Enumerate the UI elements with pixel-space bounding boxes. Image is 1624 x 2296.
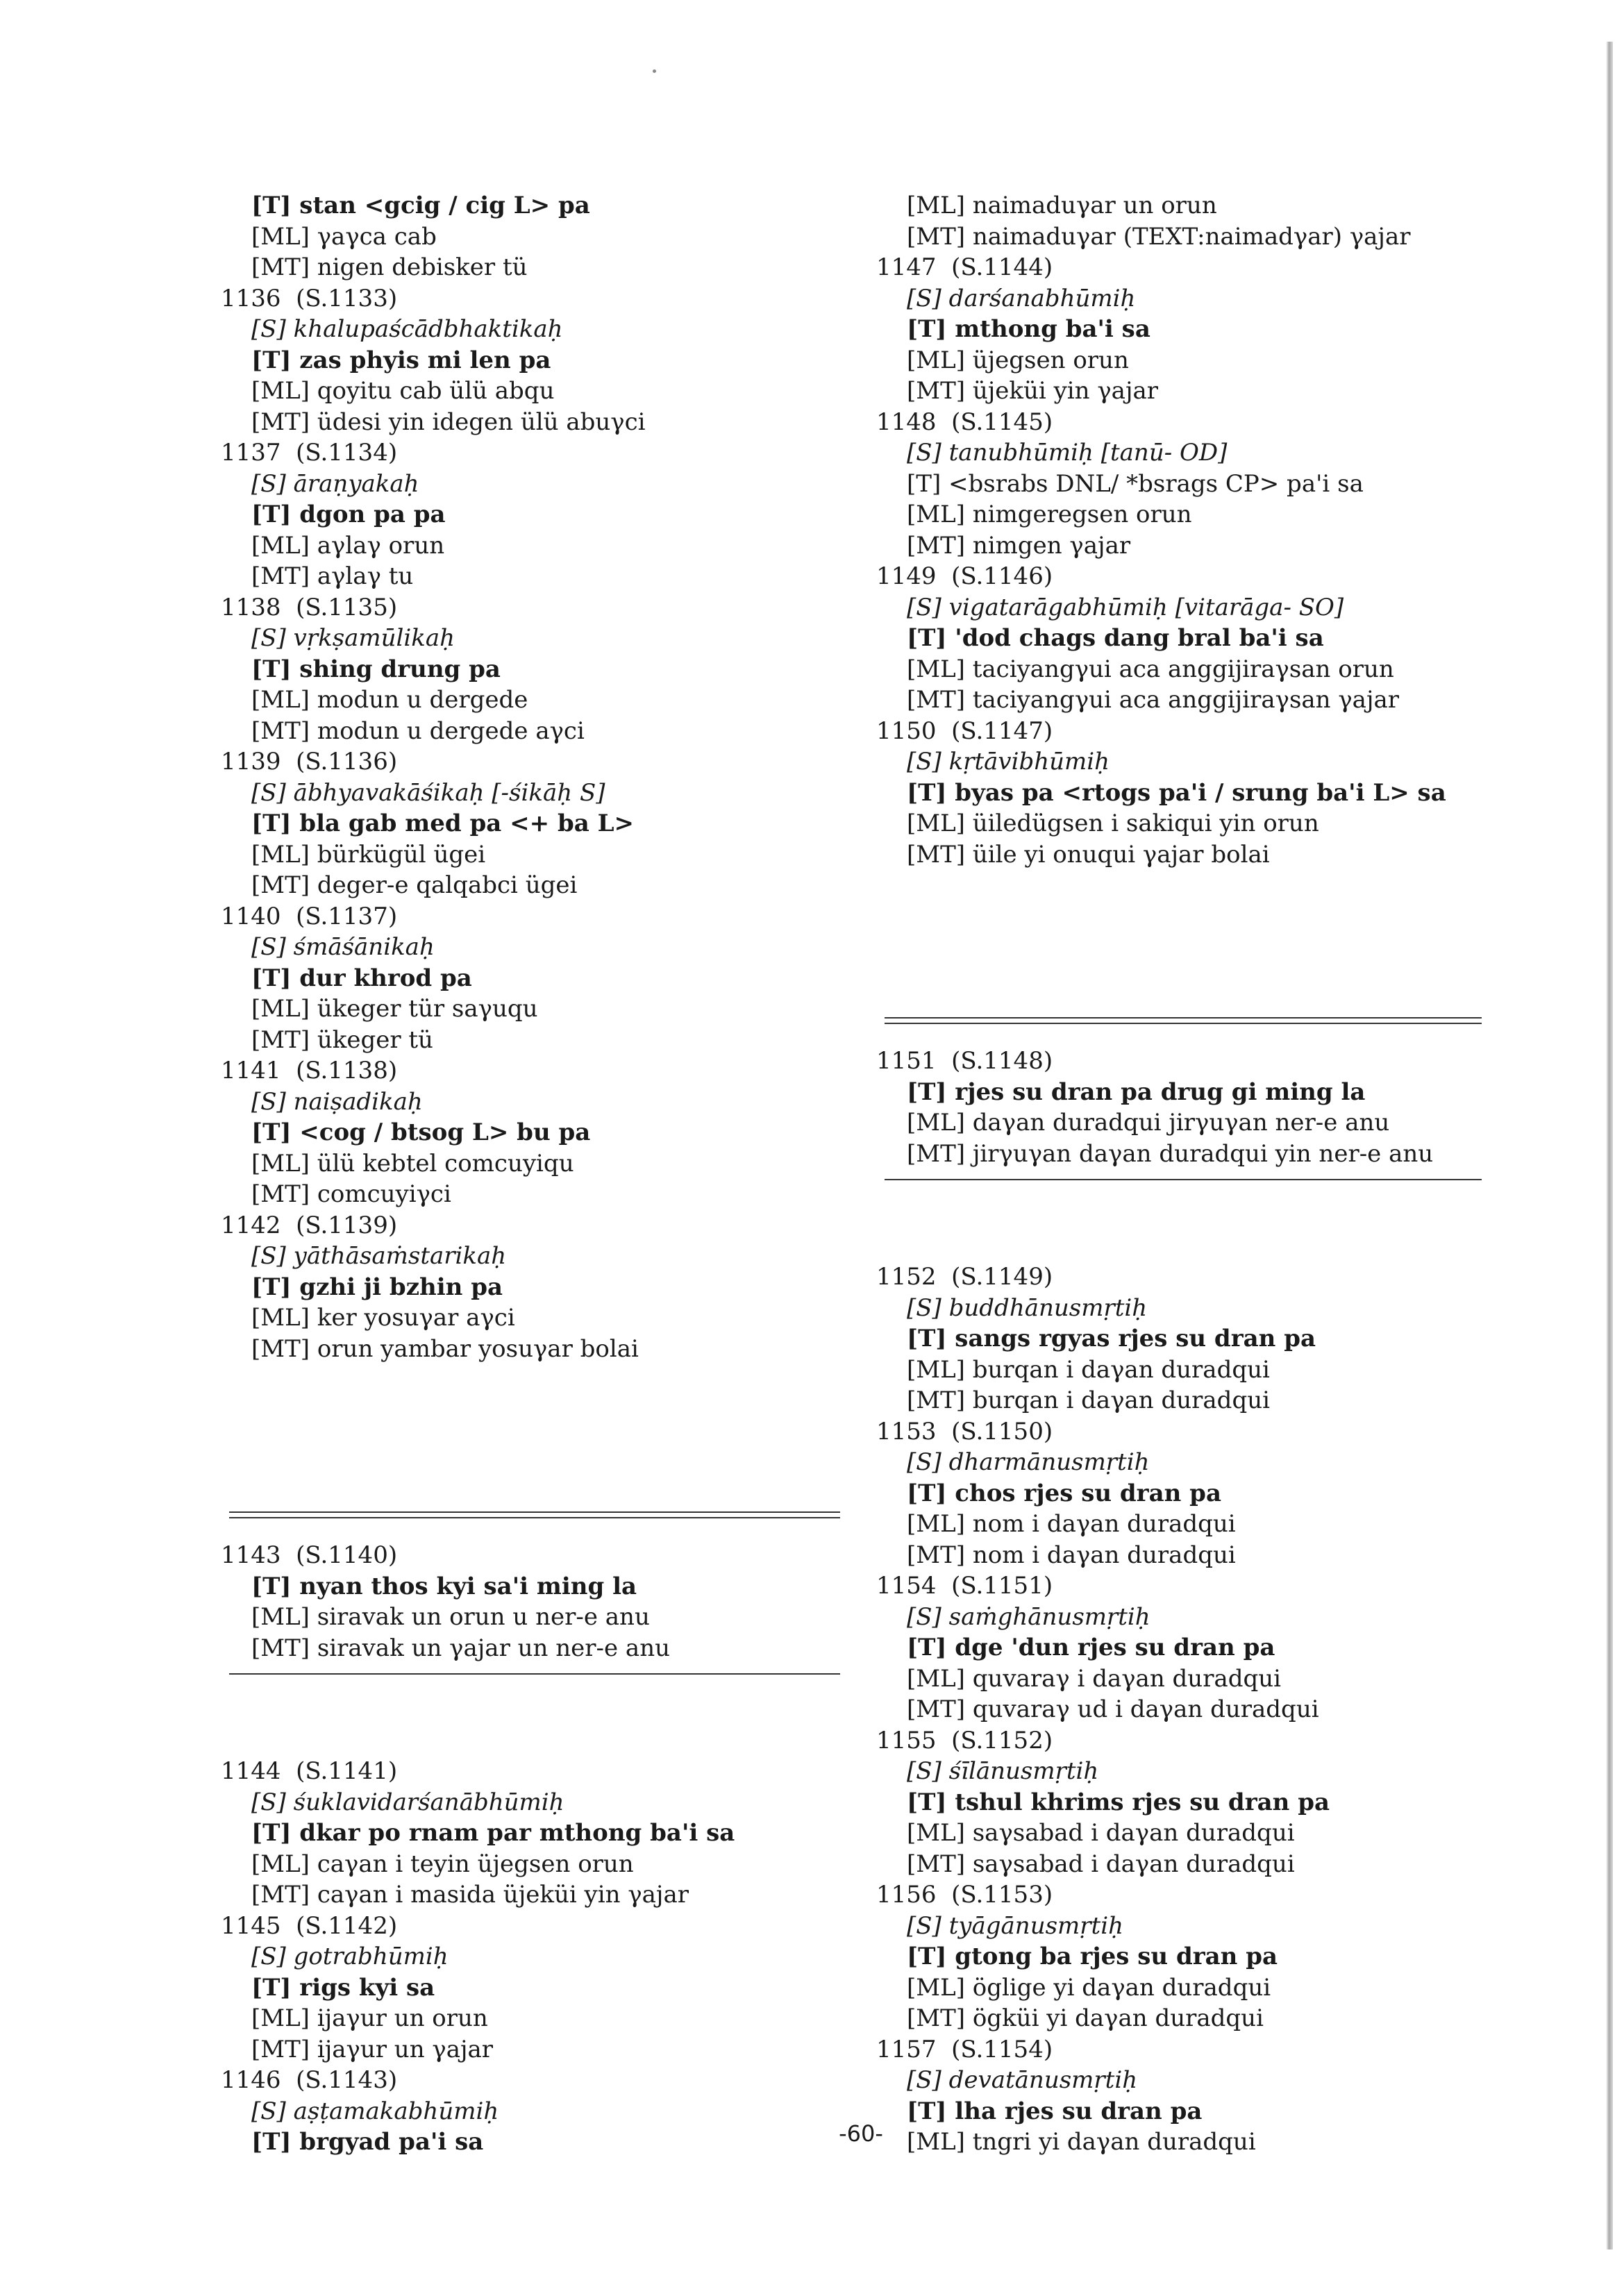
entry-line: [S] naiṣadikaḥ bbox=[251, 1087, 423, 1116]
entry-line: [ML] taciyangγui aca anggijiraγsan orun bbox=[907, 655, 1394, 683]
entry-number: 1140 (S.1137) bbox=[221, 902, 398, 930]
entry-number: 1150 (S.1147) bbox=[876, 717, 1053, 745]
entry-line: [T] byas pa <rtogs pa'i / srung ba'i L> sa bbox=[907, 778, 1446, 807]
entry-line: [ML] modun u dergede bbox=[251, 686, 528, 714]
spacer bbox=[221, 1694, 846, 1756]
spacer bbox=[876, 1200, 1487, 1262]
entry-line: [ML] tngri yi daγan duradqui bbox=[907, 2128, 1256, 2156]
entry-line: [T] dkar po rnam par mthong ba'i sa bbox=[251, 1819, 735, 1847]
entry-line: [ML] burqan i daγan duradqui bbox=[907, 1355, 1270, 1384]
entry-line: [ML] aγlaγ orun bbox=[251, 531, 445, 560]
section-double-rule bbox=[221, 1488, 846, 1540]
entry-number: 1147 (S.1144) bbox=[876, 253, 1053, 281]
entry-line: [S] vigatarāgabhūmiḥ [vitarāga- SO] bbox=[907, 593, 1344, 621]
entry-line: [ML] naimaduγar un orun bbox=[907, 192, 1217, 219]
spacer bbox=[221, 1426, 846, 1488]
entry-line: [T] gzhi ji bzhin pa bbox=[251, 1273, 503, 1301]
section-rule bbox=[876, 1169, 1487, 1200]
entry-line: [S] vṛkṣamūlikaḥ bbox=[251, 624, 455, 652]
entry-line: [T] chos rjes su dran pa bbox=[907, 1479, 1221, 1507]
entry-line: [ML] nom i daγan duradqui bbox=[907, 1510, 1236, 1538]
left-column bbox=[221, 190, 846, 2158]
section-double-rule bbox=[876, 994, 1487, 1046]
entry-number: 1143 (S.1140) bbox=[221, 1541, 398, 1569]
scan-edge-shadow bbox=[1606, 42, 1613, 2249]
entry-line: [S] yāthāsaṁstarikaḥ bbox=[251, 1242, 507, 1270]
entry-number: 1152 (S.1149) bbox=[876, 1263, 1053, 1291]
entry-line: [MT] nigen debisker tü bbox=[251, 253, 528, 281]
entry-line: [T] lha rjes su dran pa bbox=[907, 2097, 1203, 2125]
entry-line: [T] sangs rgyas rjes su dran pa bbox=[907, 1325, 1316, 1352]
page-number: -60- bbox=[839, 2120, 883, 2147]
entry-number: 1151 (S.1148) bbox=[876, 1047, 1053, 1075]
entry-line: [T] shing drung pa bbox=[251, 655, 501, 683]
entry-line: [MT] saγsabad i daγan duradqui bbox=[907, 1850, 1295, 1878]
entry-line: [T] rjes su dran pa drug gi ming la bbox=[907, 1078, 1366, 1106]
entry-line: [ML] ükeger tür saγuqu bbox=[251, 995, 538, 1023]
entry-line: [T] dur khrod pa bbox=[251, 964, 472, 992]
entry-line: [S] darśanabhūmiḥ bbox=[907, 284, 1136, 312]
entry-number: 1153 (S.1150) bbox=[876, 1417, 1053, 1446]
entry-number: 1155 (S.1152) bbox=[876, 1726, 1053, 1754]
entry-line: [S] ābhyavakāśikaḥ [-śikāḥ S] bbox=[251, 778, 605, 807]
entry-line: [MT] modun u dergede aγci bbox=[251, 717, 585, 745]
entry-line: [MT] nom i daγan duradqui bbox=[907, 1541, 1236, 1569]
entry-line: [T] <cog / btsog L> bu pa bbox=[251, 1118, 591, 1146]
entry-number: 1146 (S.1143) bbox=[221, 2066, 398, 2094]
entry-line: [MT] siravak un γajar un ner-e anu bbox=[251, 1634, 670, 1662]
entry-number: 1144 (S.1141) bbox=[221, 1757, 398, 1785]
entry-line: [MT] üile yi onuqui γajar bolai bbox=[907, 840, 1270, 869]
entry-line: [ML] qoyitu cab ülü abqu bbox=[251, 377, 555, 405]
entry-number: 1154 (S.1151) bbox=[876, 1572, 1053, 1600]
entry-line: [S] buddhānusmṛtiḥ bbox=[907, 1293, 1148, 1322]
entry-line: [S] śīlānusmṛtiḥ bbox=[907, 1757, 1099, 1785]
entry-line: [T] bla gab med pa <+ ba L> bbox=[251, 810, 634, 837]
entry-line: [MT] aγlaγ tu bbox=[251, 562, 414, 590]
entry-line: [T] rigs kyi sa bbox=[251, 1973, 435, 2002]
entry-line: [ML] bürkügül ügei bbox=[251, 840, 486, 869]
entry-line: [ML] öglige yi daγan duradqui bbox=[907, 1973, 1271, 2002]
entry-number: 1156 (S.1153) bbox=[876, 1881, 1053, 1909]
entry-line: [T] dge 'dun rjes su dran pa bbox=[907, 1634, 1275, 1661]
entry-line: [ML] ijaγur un orun bbox=[251, 2004, 488, 2032]
entry-line: [ML] caγan i teyin üjegsen orun bbox=[251, 1850, 634, 1878]
entry-line: [T] zas phyis mi len pa bbox=[251, 346, 551, 374]
entry-line: [ML] ülü kebtel comcuyiqu bbox=[251, 1149, 574, 1178]
entry-line: [S] devatānusmṛtiḥ bbox=[907, 2066, 1138, 2094]
entry-line: [ML] üjegsen orun bbox=[907, 346, 1129, 374]
entry-number: 1157 (S.1154) bbox=[876, 2035, 1053, 2063]
entry-number: 1139 (S.1136) bbox=[221, 748, 398, 776]
entry-line: [S] dharmānusmṛtiḥ bbox=[907, 1448, 1150, 1476]
entry-line: [MT] caγan i masida üjeküi yin γajar bbox=[251, 1881, 689, 1909]
scan-dot-mark bbox=[653, 69, 656, 73]
entry-line: [ML] nimgeregsen orun bbox=[907, 501, 1192, 528]
entry-line: [S] kṛtāvibhūmiḥ bbox=[907, 748, 1110, 776]
entry-line: [MT] naimaduγar (TEXT:naimadγar) γajar bbox=[907, 222, 1411, 251]
entry-line: [S] tyāgānusmṛtiḥ bbox=[907, 1911, 1123, 1940]
entry-number: 1142 (S.1139) bbox=[221, 1211, 398, 1239]
entry-line: [T] mthong ba'i sa bbox=[907, 315, 1150, 343]
entry-line: [MT] deger-e qalqabci ügei bbox=[251, 871, 578, 899]
entry-line: [S] khalupaścādbhaktikaḥ bbox=[251, 315, 563, 343]
entry-line: [MT] quvaraγ ud i daγan duradqui bbox=[907, 1695, 1319, 1723]
entry-line: [S] aṣṭamakabhūmiḥ bbox=[251, 2097, 499, 2125]
entry-line: [T] stan <gcig / cig L> pa bbox=[251, 192, 590, 219]
entry-line: [MT] ijaγur un γajar bbox=[251, 2035, 494, 2063]
entry-number: 1145 (S.1142) bbox=[221, 1911, 398, 1940]
entry-line: [T] <bsrabs DNL/ *bsrags CP> pa'i sa bbox=[907, 469, 1364, 498]
entry-line: [ML] siravak un orun u ner-e anu bbox=[251, 1603, 650, 1631]
entry-line: [MT] burqan i daγan duradqui bbox=[907, 1386, 1270, 1414]
entry-line: [T] gtong ba rjes su dran pa bbox=[907, 1943, 1278, 1970]
entry-line: [S] tanubhūmiḥ [tanū- OD] bbox=[907, 439, 1228, 467]
entry-line: [ML] ker yosuγar aγci bbox=[251, 1304, 515, 1332]
entry-number: 1149 (S.1146) bbox=[876, 562, 1053, 590]
entry-line: [S] āraṇyakaḥ bbox=[251, 469, 419, 498]
entry-line: [ML] daγan duradqui jirγuγan ner-e anu bbox=[907, 1109, 1390, 1137]
entry-line: [MT] üjeküi yin γajar bbox=[907, 377, 1159, 405]
entry-number: 1141 (S.1138) bbox=[221, 1057, 398, 1084]
spacer bbox=[876, 932, 1487, 994]
entry-line: [MT] ögküi yi daγan duradqui bbox=[907, 2004, 1264, 2032]
entry-line: [MT] taciyangγui aca anggijiraγsan γajar bbox=[907, 686, 1400, 714]
entry-line: [T] nyan thos kyi sa'i ming la bbox=[251, 1572, 637, 1600]
entry-number: 1137 (S.1134) bbox=[221, 439, 398, 467]
entry-line: [T] dgon pa pa bbox=[251, 501, 446, 528]
entry-line: [MT] comcuyiγci bbox=[251, 1180, 451, 1208]
entry-number: 1138 (S.1135) bbox=[221, 593, 398, 621]
entry-line: [S] śuklavidarśanābhūmiḥ bbox=[251, 1788, 564, 1816]
entry-line: [ML] quvaraγ i daγan duradqui bbox=[907, 1664, 1282, 1693]
entry-line: [S] gotrabhūmiḥ bbox=[251, 1943, 449, 1970]
entry-line: [S] saṁghānusmṛtiḥ bbox=[907, 1602, 1150, 1631]
entry-line: [ML] üiledügsen i sakiqui yin orun bbox=[907, 810, 1319, 837]
section-rule bbox=[221, 1664, 846, 1694]
entry-line: [S] śmāśānikaḥ bbox=[251, 933, 435, 961]
entry-line: [T] 'dod chags dang bral ba'i sa bbox=[907, 624, 1324, 652]
spacer bbox=[876, 870, 1487, 932]
entry-line: [ML] γaγca cab bbox=[251, 222, 437, 251]
entry-line: [MT] üdesi yin idegen ülü abuγci bbox=[251, 408, 646, 436]
entry-line: [MT] ükeger tü bbox=[251, 1025, 433, 1054]
right-column bbox=[876, 190, 1487, 2158]
entry-number: 1148 (S.1145) bbox=[876, 408, 1053, 436]
entry-number: 1136 (S.1133) bbox=[221, 284, 398, 312]
spacer bbox=[221, 1364, 846, 1426]
entry-line: [T] tshul khrims rjes su dran pa bbox=[907, 1788, 1330, 1816]
entry-line: [T] brgyad pa'i sa bbox=[251, 2128, 484, 2156]
entry-line: [MT] jirγuγan daγan duradqui yin ner-e anu bbox=[907, 1139, 1434, 1168]
entry-line: [ML] saγsabad i daγan duradqui bbox=[907, 1819, 1295, 1847]
entry-line: [MT] nimgen γajar bbox=[907, 531, 1131, 560]
entry-line: [MT] orun yambar yosuγar bolai bbox=[251, 1334, 639, 1363]
